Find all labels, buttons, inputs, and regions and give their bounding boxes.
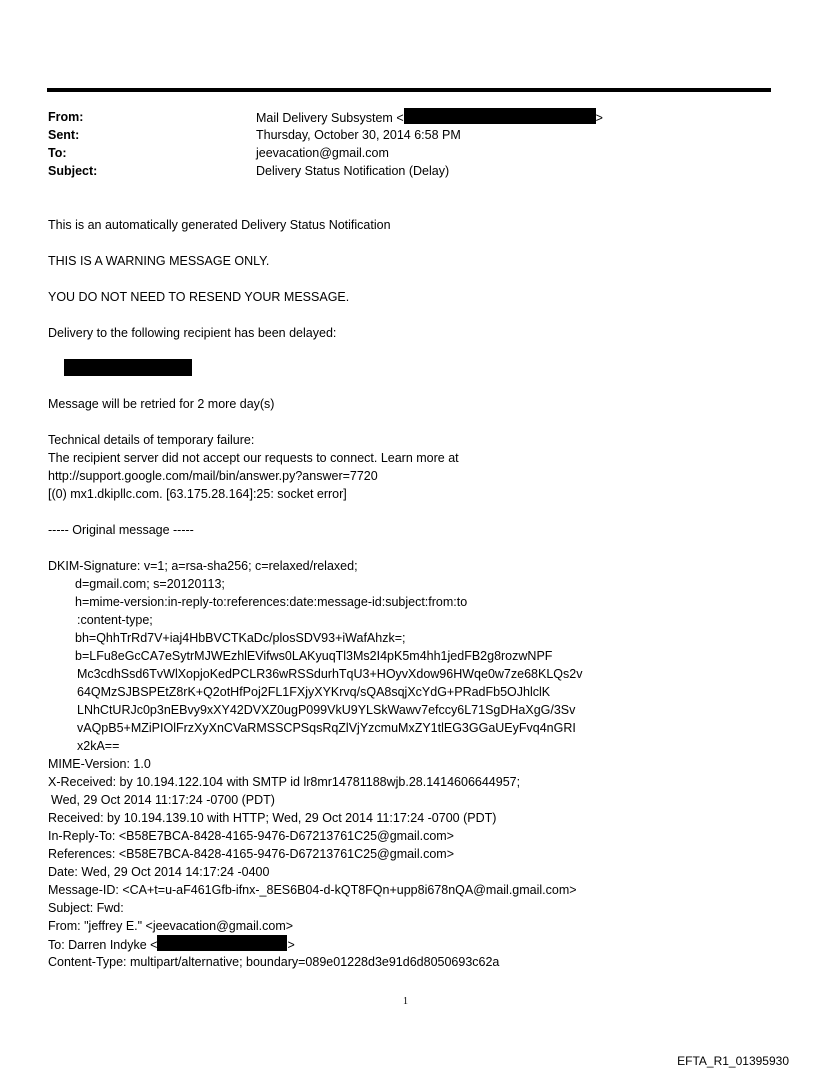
dkim-line-6: b=LFu8eGcCA7eSytrMJWEzhlEVifws0LAKyuqTl3Ms2I4pK5m4hh1jedFB2g8rozwNPF (75, 649, 553, 663)
original-from-line: From: "jeffrey E." <jeevacation@gmail.com> (48, 919, 294, 933)
dkim-line-10: vAQpB5+MZiPIOlFrzXyXnCVaRMSSCPSqsRqZlVjYzcmuMxZY1tlEG3GGaUEyFvq4nGRI (77, 721, 576, 735)
dkim-line-11: x2kA== (77, 739, 120, 753)
original-to-line (48, 935, 295, 954)
from-text: Mail Delivery Subsystem < (256, 111, 404, 125)
sent-row (48, 126, 728, 144)
sent-label: Sent: (48, 128, 80, 142)
body-warning: THIS IS A WARNING MESSAGE ONLY. (48, 254, 270, 268)
content-type-line: Content-Type: multipart/alternative; boundary=089e01228d3e91d6d8050693c62a (48, 955, 500, 969)
original-subject-line: Subject: Fwd: (48, 901, 124, 915)
from-value (256, 108, 603, 127)
original-separator: ----- Original message ----- (48, 523, 194, 537)
mime-version-line: MIME-Version: 1.0 (48, 757, 151, 771)
recipient-redaction (64, 359, 192, 376)
body-intro: This is an automatically generated Delivery Status Notification (48, 218, 391, 232)
header-rule (47, 88, 771, 92)
sent-value: Thursday, October 30, 2014 6:58 PM (256, 128, 461, 142)
to-label: To: (48, 146, 67, 160)
to-value: jeevacation@gmail.com (256, 146, 389, 160)
subject-label: Subject: (48, 164, 98, 178)
subject-row (48, 162, 728, 180)
from-label: From: (48, 110, 84, 124)
message-id-line: Message-ID: <CA+t=u-aF461Gfb-ifnx-_8ES6B04-d-kQT8FQn+upp8i678nQA@mail.gmail.com> (48, 883, 577, 897)
to-row (48, 144, 728, 162)
from-row (48, 108, 728, 126)
received-line: Received: by 10.194.139.10 with HTTP; Wed, 29 Oct 2014 11:17:24 -0700 (PDT) (48, 811, 497, 825)
body-no-resend: YOU DO NOT NEED TO RESEND YOUR MESSAGE. (48, 290, 350, 304)
redaction-box (157, 935, 287, 951)
dkim-line-2: d=gmail.com; s=20120113; (75, 577, 225, 591)
tech-heading: Technical details of temporary failure: (48, 433, 255, 447)
tech-line-2: http://support.google.com/mail/bin/answer.py?answer=7720 (48, 469, 378, 483)
page-number: 1 (403, 996, 408, 1007)
dkim-line-1: DKIM-Signature: v=1; a=rsa-sha256; c=relaxed/relaxed; (48, 559, 358, 573)
original-to-text: To: Darren Indyke < (48, 938, 158, 952)
references-line: References: <B58E7BCA-8428-4165-9476-D67213761C25@gmail.com> (48, 847, 454, 861)
dkim-line-9: LNhCtURJc0p3nEBvy9xXY42DVXZ0ugP099VkU9YLSkWawv7efccy6L71SgDHaXgG/3Sv (77, 703, 576, 717)
in-reply-to-line: In-Reply-To: <B58E7BCA-8428-4165-9476-D67213761C25@gmail.com> (48, 829, 454, 843)
body-delayed: Delivery to the following recipient has been delayed: (48, 326, 337, 340)
redaction-box (404, 108, 596, 124)
dkim-line-3: h=mime-version:in-reply-to:references:date:message-id:subject:from:to (75, 595, 468, 609)
dkim-line-7: Mc3cdhSsd6TvWlXopjoKedPCLR36wRSSdurhTqU3+HOyvXdow96HWqe0w7ze68KLQs2v (77, 667, 583, 681)
tech-line-1: The recipient server did not accept our requests to connect. Learn more at (48, 451, 459, 465)
original-to-close: > (287, 938, 295, 952)
footer-document-id: EFTA_R1_01395930 (677, 1054, 789, 1068)
dkim-line-4: :content-type; (77, 613, 153, 627)
date-line: Date: Wed, 29 Oct 2014 14:17:24 -0400 (48, 865, 270, 879)
from-close: > (595, 111, 603, 125)
x-received-line-2: Wed, 29 Oct 2014 11:17:24 -0700 (PDT) (51, 793, 275, 807)
tech-line-3: [(0) mx1.dkipllc.com. [63.175.28.164]:25: socket error] (48, 487, 347, 501)
dkim-line-5: bh=QhhTrRd7V+iaj4HbBVCTKaDc/plosSDV93+iWafAhzk=; (75, 631, 406, 645)
subject-value: Delivery Status Notification (Delay) (256, 164, 450, 178)
dkim-line-8: 64QMzSJBSPEtZ8rK+Q2otHfPoj2FL1FXjyXYKrvq/sQA8sqjXcYdG+PRadFb5OJhlclK (77, 685, 551, 699)
body-retry: Message will be retried for 2 more day(s) (48, 397, 275, 411)
x-received-line-1: X-Received: by 10.194.122.104 with SMTP id lr8mr14781188wjb.28.1414606644957; (48, 775, 521, 789)
